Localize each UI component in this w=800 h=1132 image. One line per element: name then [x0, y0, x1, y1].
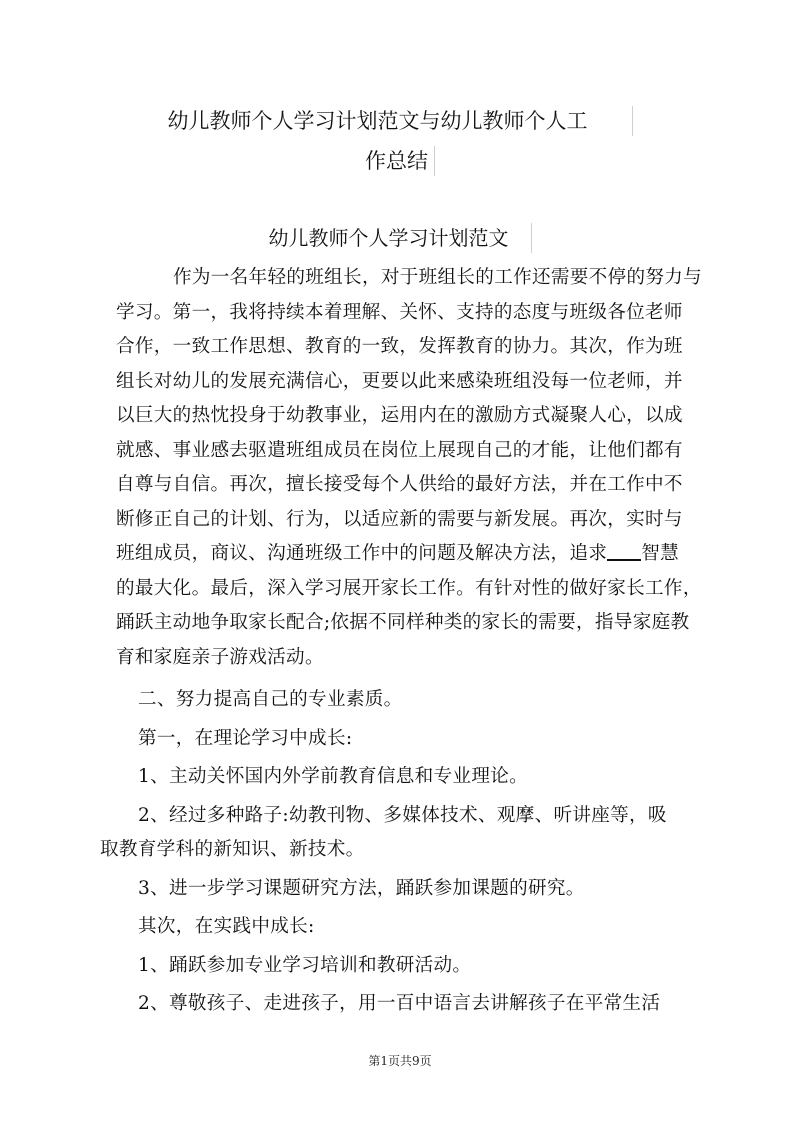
- para1-line9-before: 班组成员，商议、沟通班级工作中的问题及解决方法，追求: [116, 543, 608, 564]
- list-item: 2、经过多种路子:幼教刊物、多媒体技术、观摩、听讲座等，吸: [138, 804, 667, 826]
- list-item-continuation: 取教育学科的新知识、新技术。: [100, 839, 365, 860]
- section-heading: 二、努力提高自己的专业素质。: [138, 689, 403, 710]
- practice-heading: 其次，在实践中成长:: [138, 916, 315, 937]
- list-item: 2、尊敬孩子、走进孩子，用一百中语言去讲解孩子在平常生活: [138, 993, 661, 1014]
- para1-line: 学习。第一，我将持续本着理解、关怀、支持的态度与班级各位老师: [116, 301, 683, 323]
- theory-heading: 第一，在理论学习中成长:: [138, 727, 353, 749]
- para1-line: 合作，一致工作思想、教育的一致，发挥教育的协力。其次，作为班: [116, 336, 683, 357]
- para1-line: 育和家庭亲子游戏活动。: [116, 646, 324, 668]
- para1-line: 以巨大的热忱投身于幼教事业，运用内在的激励方式凝聚人心，以成: [116, 405, 683, 426]
- title-text-2: 作总结: [365, 146, 435, 176]
- document-title-line-1: [0, 106, 800, 136]
- document-body: [100, 261, 703, 1022]
- document-title-line-2: [0, 146, 800, 176]
- section-2: [100, 683, 676, 1022]
- subtitle-text: 幼儿教师个人学习计划范文: [269, 223, 532, 253]
- title-text-1: 幼儿教师个人学习计划范文与幼儿教师个人工: [168, 106, 633, 136]
- para1-line: 组长对幼儿的发展充满信心，更要以此来感染班组没每一位老师，并: [116, 370, 683, 392]
- para1-line: 作为一名年轻的班组长，对于班组长的工作还需要不停的努力与: [173, 267, 703, 288]
- para1-line9-after: 智慧: [641, 543, 680, 564]
- para1-line: 的最大化。最后，深入学习展开家长工作。有针对性的做好家长工作，: [116, 577, 702, 599]
- page-footer: [0, 1052, 800, 1069]
- paragraph-1: [116, 261, 703, 675]
- list-item: 1、主动关怀国内外学前教育信息和专业理论。: [138, 766, 529, 787]
- fill-in-blank: [607, 541, 641, 561]
- para1-line: [116, 537, 680, 572]
- list-item: 3、进一步学习课题研究方法，踊跃参加课题的研究。: [138, 877, 585, 899]
- section-subtitle: [0, 223, 800, 253]
- list-item: 1、踊跃参加专业学习培训和教研活动。: [138, 954, 472, 976]
- para1-line: 就感、事业感去驱遣班组成员在岗位上展现自己的才能，让他们都有: [116, 439, 683, 461]
- para1-line: 断修正自己的计划、行为，以适应新的需要与新发展。再次，实时与: [116, 508, 683, 530]
- para1-line: 踊跃主动地争取家长配合;依据不同样种类的家长的需要，指导家庭教: [116, 612, 690, 633]
- para1-line: 自尊与自信。再次，擅长接受每个人供给的最好方法，并在工作中不: [116, 474, 683, 495]
- page-number: 第1页共9页: [368, 1054, 432, 1068]
